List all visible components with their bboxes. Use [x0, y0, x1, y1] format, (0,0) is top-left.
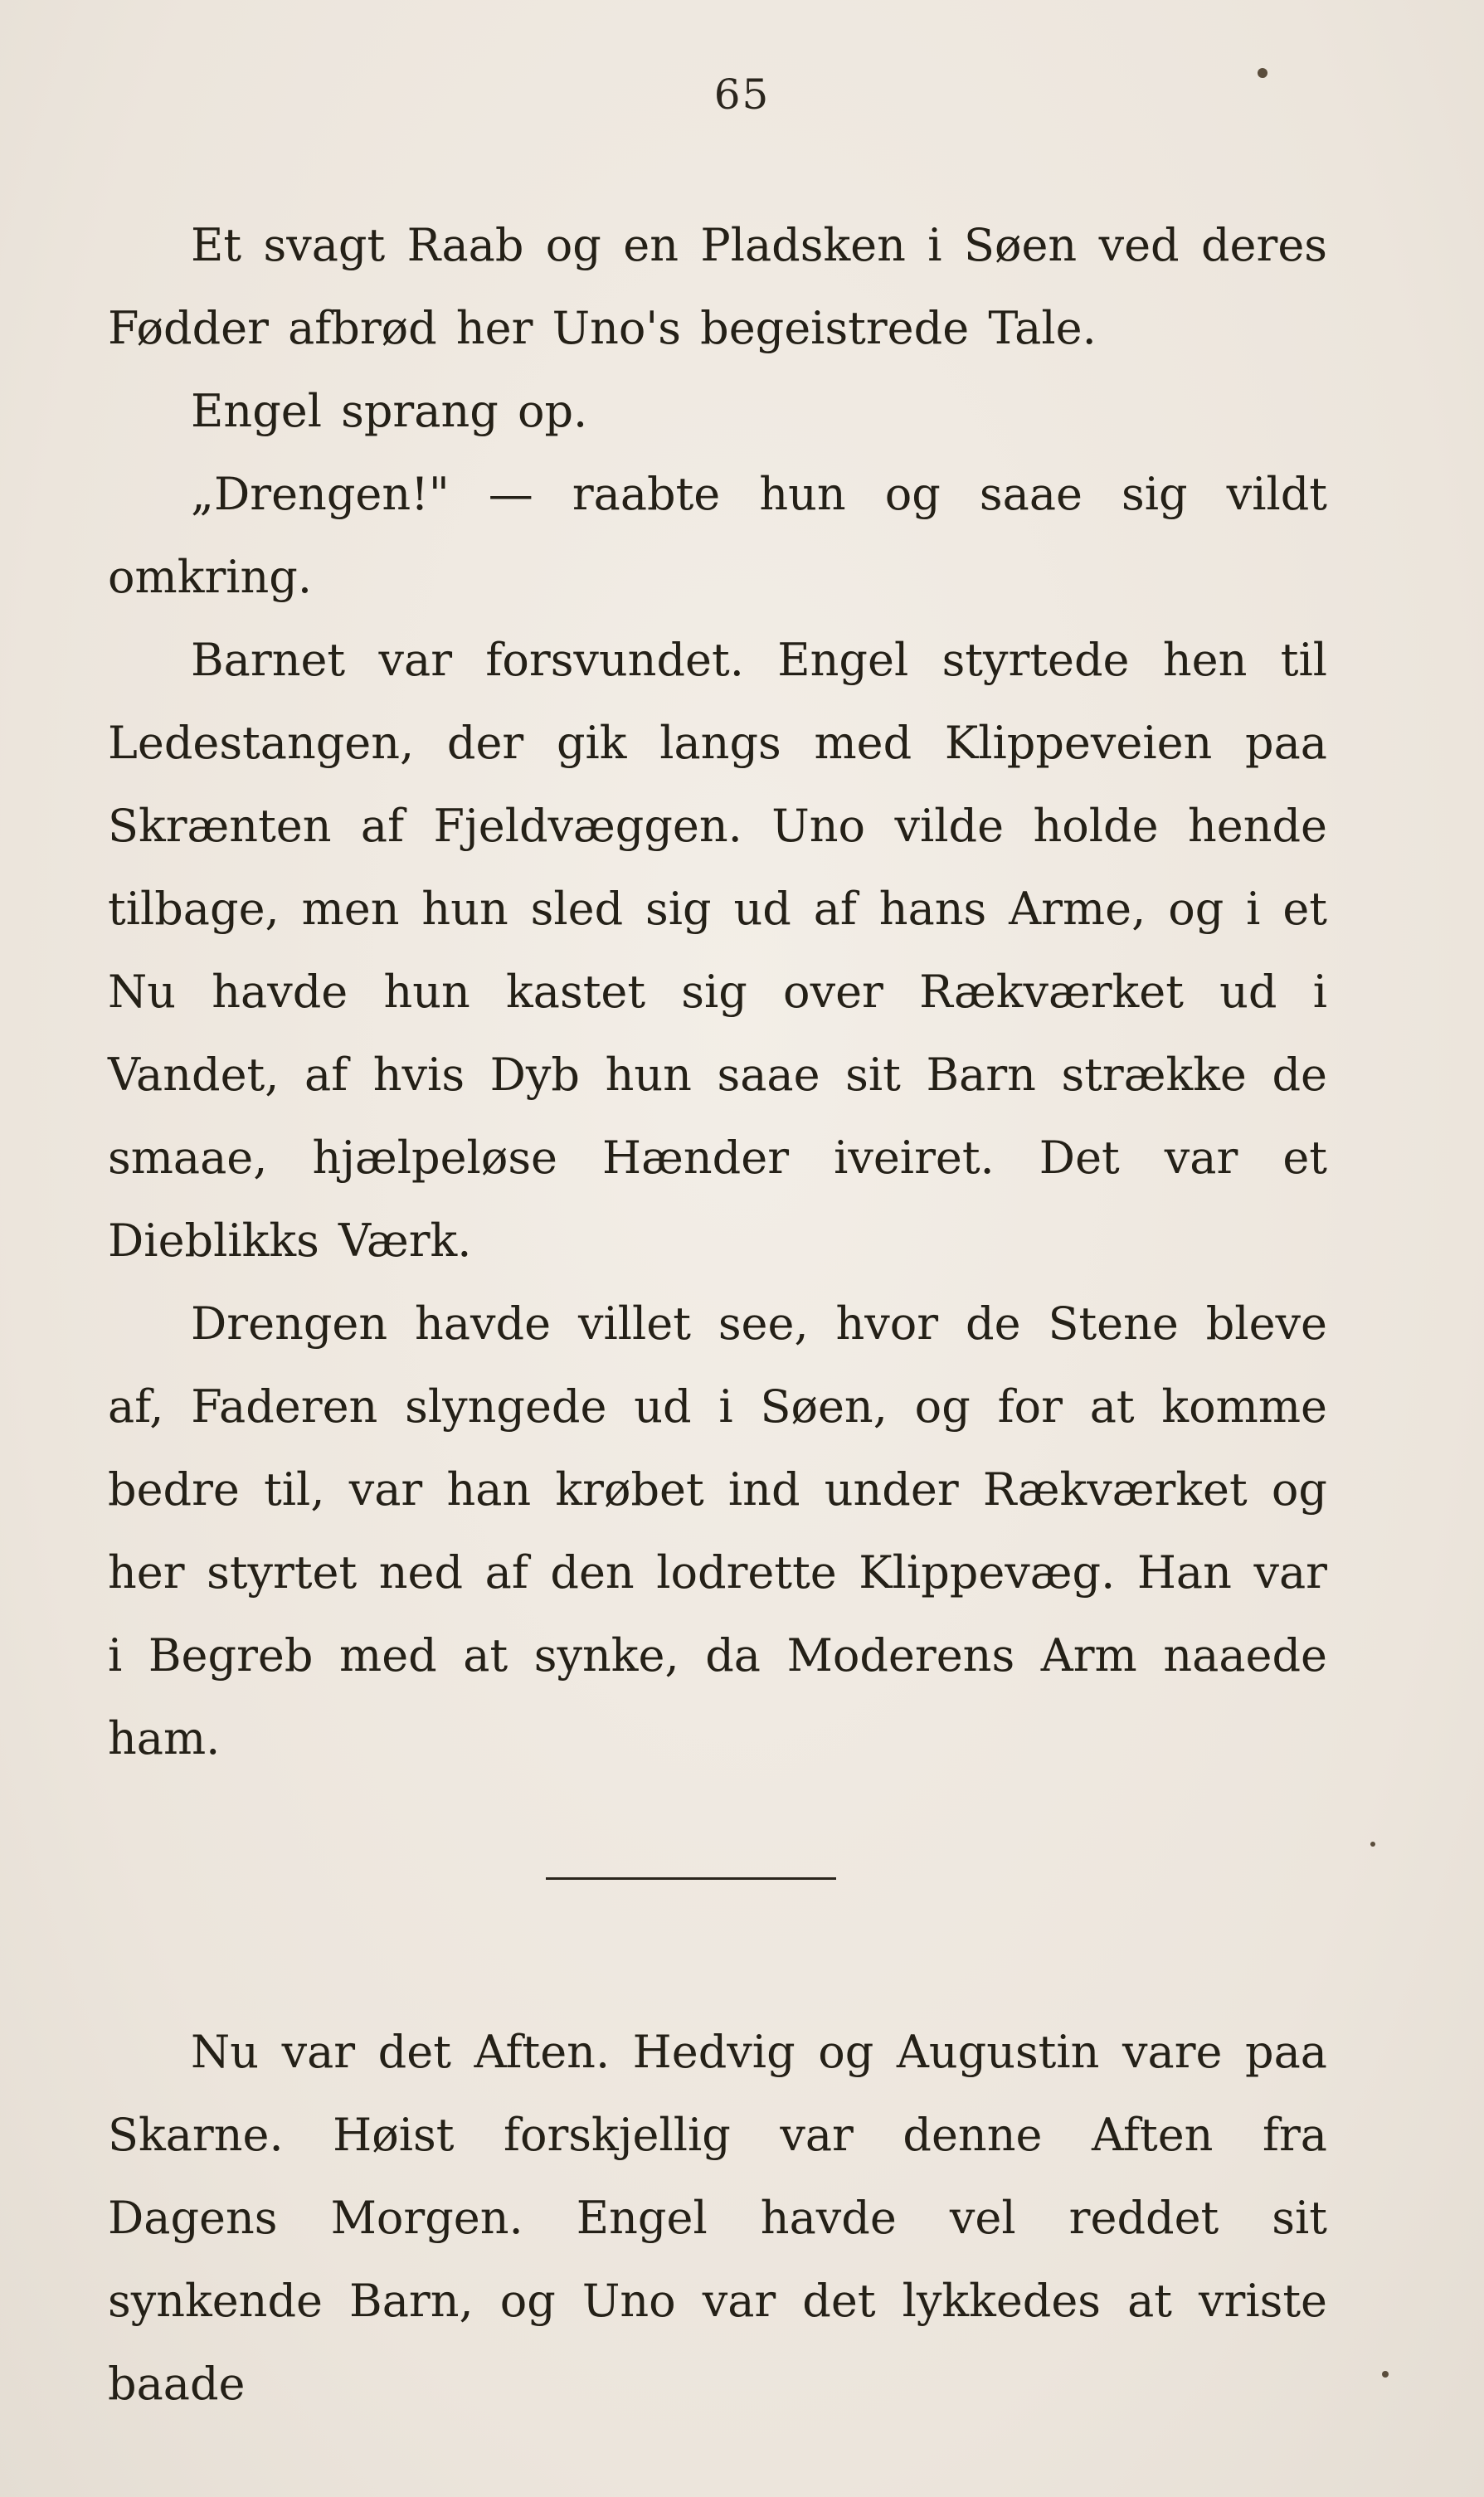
section-divider: [546, 1877, 836, 1880]
page-number: 65: [713, 71, 771, 119]
text-section-1: [108, 204, 1327, 1780]
paper-speck: [1382, 2371, 1389, 2378]
paper-speck: [1258, 68, 1267, 78]
paragraph: Drengen havde villet see, hvor de Stene bleve af, Faderen slyngede ud i Søen, og for at komme bedre til, var han krøbet ind under Rækværket og her styrtet ned af den lodrette Klippevæg. Han var i Begreb med at synke, da Moderens Arm naaede ham.: [108, 1297, 1327, 1764]
paragraph: Et svagt Raab og en Pladsken i Søen ved deres Fødder afbrød her Uno's begeistrede Tale.: [108, 219, 1327, 354]
paragraph: Nu var det Aften. Hedvig og Augustin vare paa Skarne. Høist forskjellig var denne Aften fra Dagens Morgen. Engel havde vel reddet sit synkende Barn, og Uno var det lykkedes at vriste baade: [108, 2026, 1327, 2410]
paragraph: Engel sprang op.: [191, 385, 588, 437]
text-section-2: [108, 2011, 1327, 2426]
paragraph: „Drengen!" — raabte hun og saae sig vildt omkring.: [108, 468, 1327, 603]
paragraph: Barnet var forsvundet. Engel styrtede hen til Ledestangen, der gik langs med Klippeveien paa Skrænten af Fjeldvæggen. Uno vilde holde hende tilbage, men hun sled sig ud af hans Arme, og i et Nu havde hun kastet sig over Rækværket ud i Vandet, af hvis Dyb hun saae sit Barn strække de smaae, hjælpeløse Hænder iveiret. Det var et Dieblikks Værk.: [108, 634, 1327, 1267]
paper-speck: [1370, 1842, 1375, 1847]
